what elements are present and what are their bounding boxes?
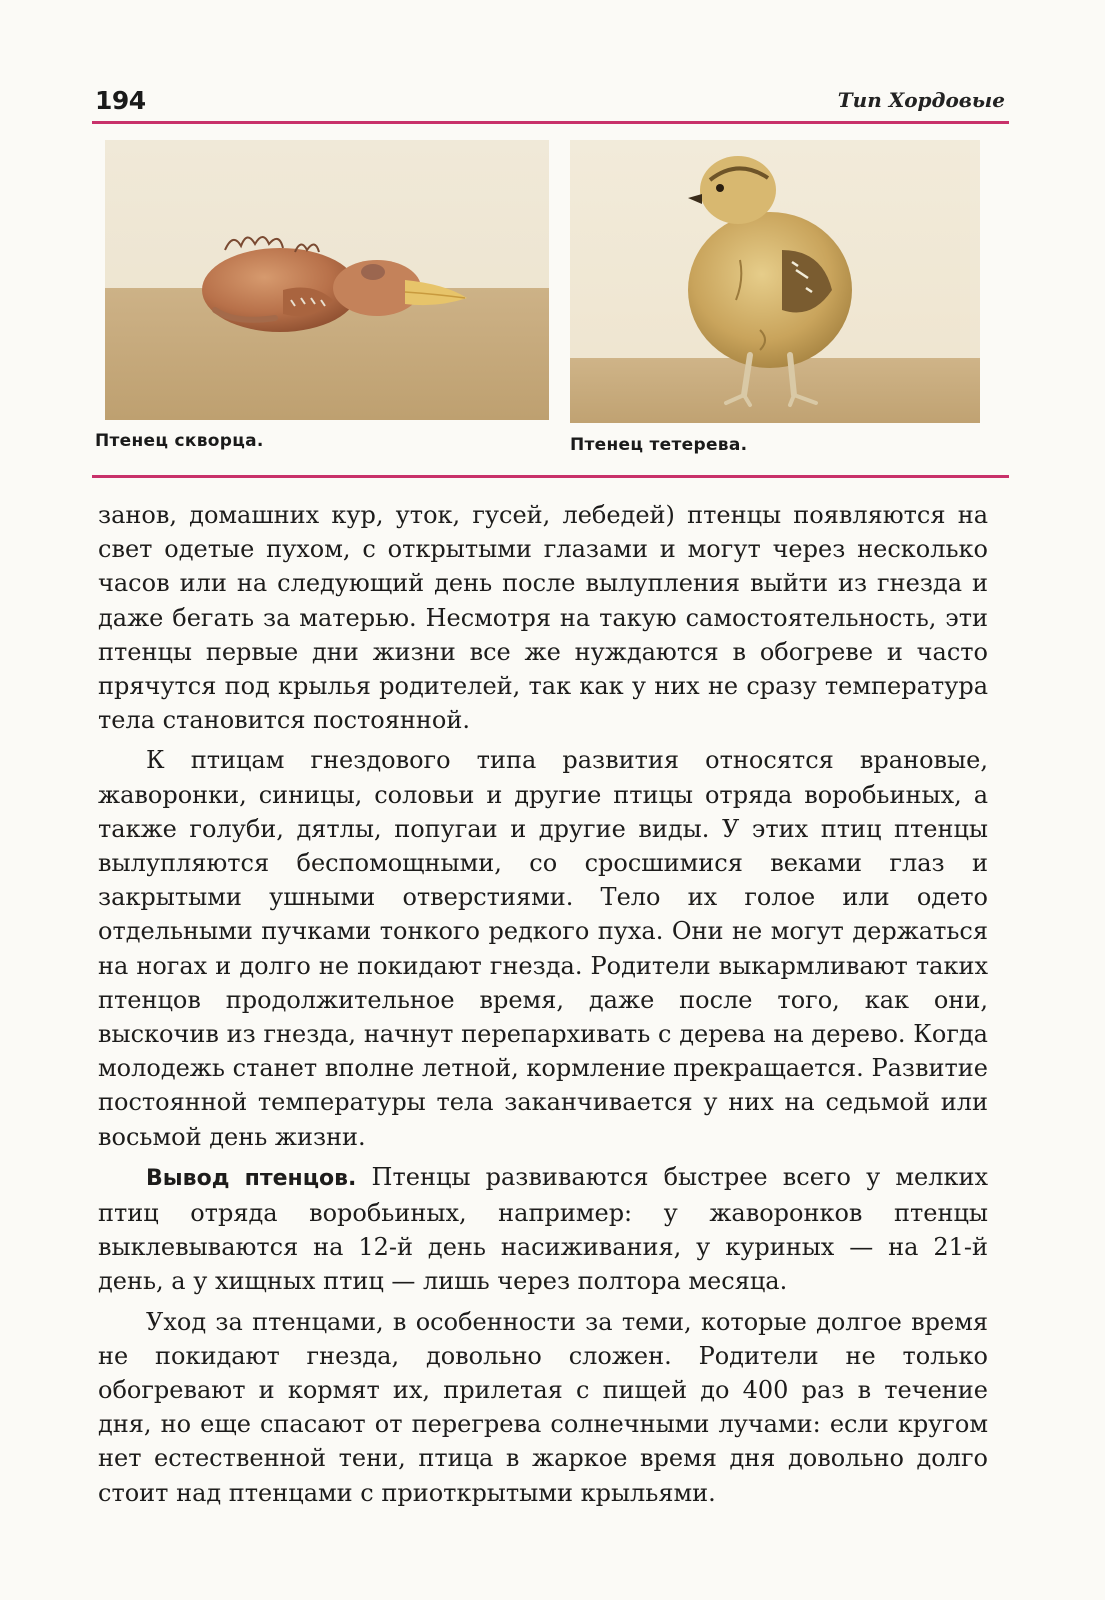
starling-chick-illustration <box>105 140 549 420</box>
paragraph: Уход за птенцами, в особенности за теми, которые долгое время не покидают гнезда, довольно сложен. Родители не только обогревают и кормят их, прилетая с пищей до 400 раз в течение дня, но еще спасают от перегрева солнечными лучами: если кругом нет естественной тени, птица в жаркое время дня довольно долго стоит над птенцами с приоткрытыми крыльями. <box>98 1307 988 1507</box>
figure-caption-starling: Птенец скворца. <box>95 431 264 451</box>
paragraph-text: Птенцы развиваются быстрее всего у мелких птиц отряда воробьиных, например: у жаворонков птенцы выклевываются на 12-й день насиживания, у куриных — на 21-й день, а у хищных птиц — лишь через полтора месяца. <box>98 1162 988 1296</box>
paragraph: К птицам гнездового типа развития относятся врановые, жаворонки, синицы, соловьи и другие птицы отряда воробьиных, а также голуби, дятлы, попугаи и другие виды. У этих птиц птенцы вылупляются беспомощными, со сросшимися веками глаз и закрытыми ушными отверстиями. Тело их голое или одето отдельными пучками тонкого редкого пуха. Они не могут держаться на ногах и долго не покидают гнезда. Родители выкармливают таких птенцов продолжительное время, даже после того, как они, выскочив из гнезда, начнут перепархивать с дерева на дерево. Когда молодежь станет вполне летной, кормление прекращается. Развитие постоянной температуры тела заканчивается у них на седьмой или восьмой день жизни. <box>98 746 988 1151</box>
run-in-heading: Вывод птенцов. <box>146 1165 357 1191</box>
figure-rule <box>92 475 1009 478</box>
paragraph: занов, домашних кур, уток, гусей, лебедей) птенцы появляются на свет одетые пухом, с открытыми глазами и могут через несколько часов или на следующий день после вылупления выйти из гнезда и даже бегать за матерью. Несмотря на такую самостоятельность, эти птенцы первые дни жизни все же нуждаются в обогреве и часто прячутся под крылья родителей, так как у них не сразу температура тела становится постоянной. <box>98 501 988 735</box>
running-head: Тип Хордовые <box>837 88 1005 112</box>
header-rule <box>92 121 1009 124</box>
figure-caption-black-grouse: Птенец тетерева. <box>570 435 748 455</box>
black-grouse-chick-illustration <box>570 140 980 423</box>
paragraph <box>98 1160 988 1299</box>
body-text <box>98 498 988 1516</box>
page-number: 194 <box>95 86 146 115</box>
